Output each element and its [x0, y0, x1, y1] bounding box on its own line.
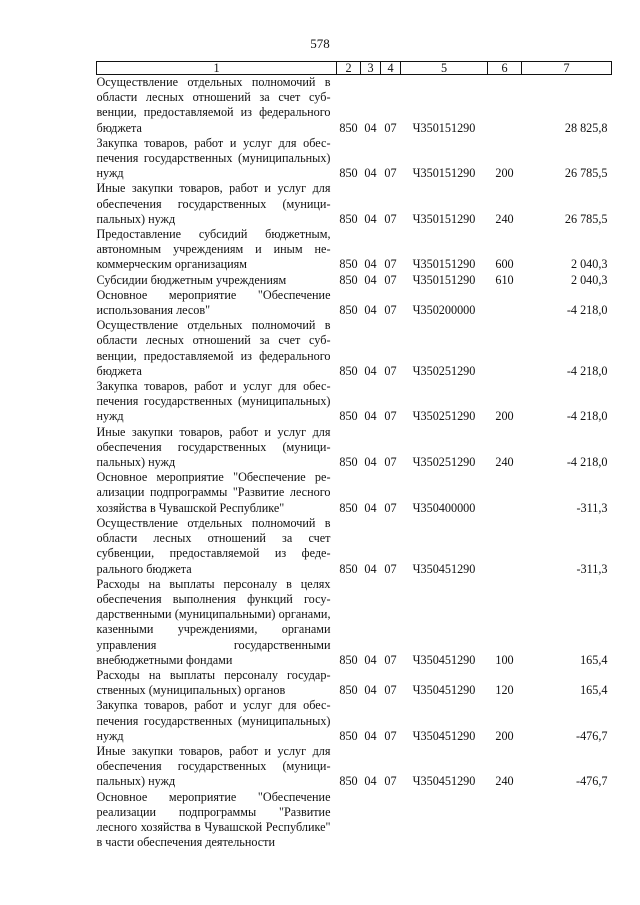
row-pr: 07: [384, 683, 397, 698]
row-sum: 2 040,3: [570, 257, 608, 272]
row-name: Осуществление отдельных полномочий в области лесных отношений за счет субвенции, предоставляемой из федерального бюджета: [96, 318, 331, 378]
row-pr: 07: [384, 272, 397, 287]
row-name: Осуществление отдельных полномочий в области лесных отношений за счет субвенции, предоставляемой из федерального бюджета: [96, 75, 331, 135]
table-row: [97, 790, 612, 851]
row-name: Закупка товаров, работ и услуг для обеспечения государственных (муниципальных) нужд: [96, 379, 331, 424]
table-row: [97, 318, 612, 379]
row-csr: Ч350151290: [412, 211, 476, 226]
table-row: [97, 181, 612, 227]
row-gr: [337, 790, 361, 851]
col-header-name: 1: [97, 62, 337, 75]
row-sum: 26 785,5: [564, 166, 608, 181]
row-csr: Ч350451290: [412, 728, 476, 743]
row-vr: [488, 318, 522, 379]
row-rz: 04: [364, 257, 377, 272]
table-row: [97, 470, 612, 516]
row-gr: 850: [339, 257, 358, 272]
row-rz: 04: [364, 363, 377, 378]
table-body: [97, 75, 612, 851]
row-gr: 850: [339, 303, 358, 318]
row-vr: 240: [495, 211, 514, 226]
row-sum: -4 218,0: [566, 303, 608, 318]
row-csr: Ч350151290: [412, 272, 476, 287]
row-gr: 850: [339, 272, 358, 287]
row-pr: 07: [384, 728, 397, 743]
row-sum: -4 218,0: [566, 409, 608, 424]
row-csr: Ч350251290: [412, 409, 476, 424]
row-rz: 04: [364, 774, 377, 789]
row-name: Закупка товаров, работ и услуг для обеспечения государственных (муниципальных) нужд: [96, 135, 331, 181]
row-rz: 04: [364, 455, 377, 470]
row-csr: Ч350451290: [412, 683, 476, 698]
row-sum: 165,4: [580, 683, 608, 698]
header-row: [97, 62, 612, 75]
row-name: Расходы на выплаты персоналу в целях обеспечения выполнения функций государственными (муниципальными) органами, казенными учреждениями, органами управления государственными внебюджетными фондами: [96, 576, 331, 667]
row-name: Субсидии бюджетным учреждениям: [96, 272, 287, 287]
row-csr: Ч350200000: [412, 303, 476, 318]
row-gr: 850: [339, 363, 358, 378]
row-sum: 2 040,3: [570, 272, 608, 287]
row-csr: Ч350151290: [412, 257, 476, 272]
row-csr: [401, 790, 488, 851]
row-pr: 07: [384, 211, 397, 226]
row-pr: 07: [384, 257, 397, 272]
row-vr: 610: [495, 272, 514, 287]
row-pr: 07: [384, 303, 397, 318]
row-sum: 26 785,5: [564, 211, 608, 226]
table-row: [97, 136, 612, 182]
row-gr: 850: [339, 211, 358, 226]
row-pr: [381, 790, 401, 851]
row-gr: 850: [339, 166, 358, 181]
row-sum: 165,4: [580, 652, 608, 667]
row-rz: 04: [364, 561, 377, 576]
row-vr: [488, 75, 522, 136]
page-number: 578: [310, 36, 330, 51]
row-csr: Ч350251290: [412, 455, 476, 470]
row-pr: 07: [384, 409, 397, 424]
row-name: Иные закупки товаров, работ и услуг для обеспечения государственных (муниципальных) нужд: [96, 181, 331, 226]
row-rz: 04: [364, 409, 377, 424]
row-vr: [488, 516, 522, 577]
row-name: Расходы на выплаты персоналу государственных (муниципальных) органов: [96, 667, 331, 698]
row-vr: [488, 790, 522, 851]
row-sum: [522, 790, 612, 851]
row-gr: 850: [339, 409, 358, 424]
row-sum: -311,3: [576, 561, 608, 576]
row-pr: 07: [384, 166, 397, 181]
row-rz: 04: [364, 652, 377, 667]
table-row: [97, 425, 612, 471]
row-csr: Ч350451290: [412, 774, 476, 789]
row-pr: 07: [384, 363, 397, 378]
table-row: [97, 744, 612, 790]
row-sum: -476,7: [576, 728, 608, 743]
row-name: Осуществление отдельных полномочий в области лесных отношений за счет субвенции, предоставляемой из федерального бюджета: [96, 515, 331, 576]
row-rz: 04: [364, 272, 377, 287]
budget-table: [96, 61, 612, 850]
table-row: [97, 668, 612, 698]
table-row: [97, 379, 612, 425]
row-name: Закупка товаров, работ и услуг для обеспечения государственных (муниципальных) нужд: [96, 698, 331, 743]
row-sum: -4 218,0: [566, 455, 608, 470]
row-pr: 07: [384, 455, 397, 470]
row-csr: Ч350151290: [412, 166, 476, 181]
col-header-rz: 3: [361, 62, 381, 75]
row-vr: 240: [495, 774, 514, 789]
table-row: [97, 577, 612, 668]
row-name: Иные закупки товаров, работ и услуг для обеспечения государственных (муниципальных) нужд: [96, 424, 331, 470]
row-rz: 04: [364, 303, 377, 318]
row-vr: 200: [495, 166, 514, 181]
row-pr: 07: [384, 500, 397, 515]
table-row: [97, 516, 612, 577]
col-header-sum: 7: [522, 62, 612, 75]
row-name: Иные закупки товаров, работ и услуг для обеспечения государственных (муниципальных) нужд: [96, 743, 331, 789]
row-vr: 200: [495, 728, 514, 743]
row-vr: 100: [495, 652, 514, 667]
table-row: [97, 273, 612, 288]
row-csr: Ч350251290: [412, 363, 476, 378]
row-sum: -4 218,0: [566, 363, 608, 378]
table-row: [97, 288, 612, 318]
row-gr: 850: [339, 500, 358, 515]
row-gr: 850: [339, 561, 358, 576]
row-gr: 850: [339, 455, 358, 470]
row-vr: 120: [495, 683, 514, 698]
row-sum: -476,7: [576, 774, 608, 789]
row-csr: Ч350451290: [412, 561, 476, 576]
row-pr: 07: [384, 652, 397, 667]
row-gr: 850: [339, 728, 358, 743]
row-rz: 04: [364, 120, 377, 135]
row-vr: 200: [495, 409, 514, 424]
row-rz: 04: [364, 683, 377, 698]
row-gr: 850: [339, 120, 358, 135]
row-vr: [488, 470, 522, 516]
row-vr: 600: [495, 257, 514, 272]
row-gr: 850: [339, 774, 358, 789]
row-rz: [361, 790, 381, 851]
table-row: [97, 698, 612, 744]
col-header-gr: 2: [337, 62, 361, 75]
row-csr: Ч350451290: [412, 652, 476, 667]
row-csr: Ч350151290: [412, 120, 476, 135]
row-name: Основное мероприятие "Обеспечение использования лесов": [96, 287, 331, 318]
row-rz: 04: [364, 211, 377, 226]
table-row: [97, 227, 612, 273]
col-header-vr: 6: [488, 62, 522, 75]
row-gr: 850: [339, 683, 358, 698]
row-sum: -311,3: [576, 500, 608, 515]
row-rz: 04: [364, 166, 377, 181]
row-pr: 07: [384, 120, 397, 135]
row-csr: Ч350400000: [412, 500, 476, 515]
col-header-pr: 4: [381, 62, 401, 75]
row-pr: 07: [384, 774, 397, 789]
row-name: Основное мероприятие "Обеспечение реализации подпрограммы "Развитие лесного хозяйства в Чувашской Республике": [96, 470, 331, 515]
row-pr: 07: [384, 561, 397, 576]
row-sum: 28 825,8: [564, 120, 608, 135]
row-name: Основное мероприятие "Обеспечение реализации подпрограммы "Развитие лесного хозяйства в Чувашской Республике" в части обеспечения деятельности: [96, 789, 331, 850]
table-header: [97, 62, 612, 75]
col-header-csr: 5: [401, 62, 488, 75]
row-rz: 04: [364, 500, 377, 515]
table-row: [97, 75, 612, 136]
row-gr: 850: [339, 652, 358, 667]
row-vr: 240: [495, 455, 514, 470]
row-vr: [488, 288, 522, 318]
row-name: Предоставление субсидий бюджетным, автономным учреждениям и иным некоммерческим организациям: [96, 227, 331, 272]
row-rz: 04: [364, 728, 377, 743]
